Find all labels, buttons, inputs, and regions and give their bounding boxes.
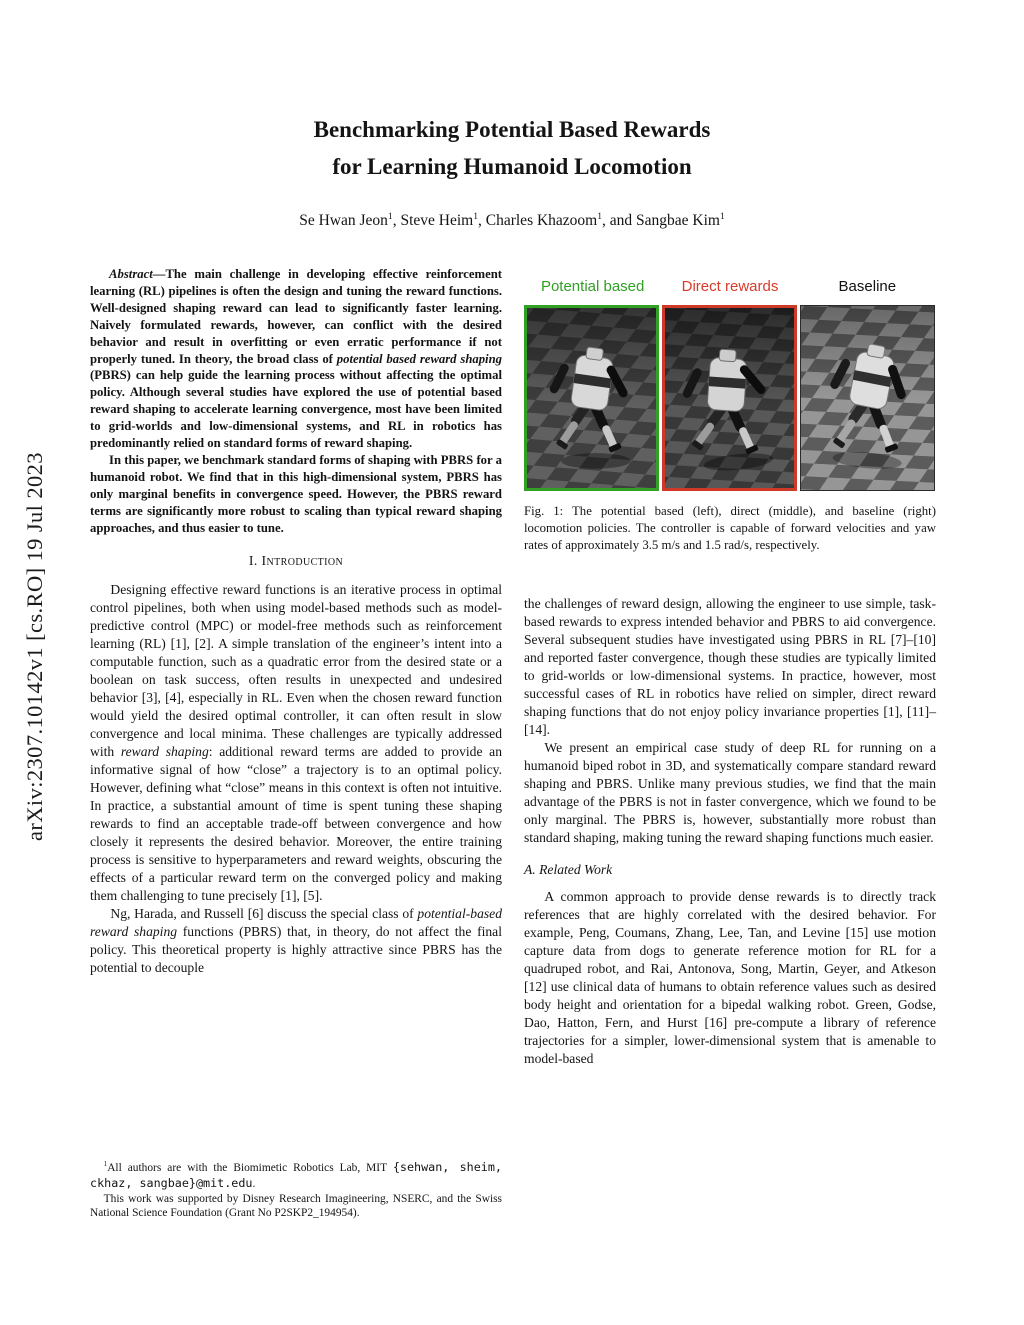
body-paragraph-continuation: the challenges of reward design, allowing the engineer to use simple, task-based rewards to express intended behavior and PBRS to aid convergence. Several subsequent studies have investigated using PBRS in RL [7]–[10] and reported faster convergence, though these studies are typically limited to grid-worlds or low-dimensional systems. In practice, however, most successful cases of RL in robotics have relied on simpler, direct reward shaping functions that do not enjoy policy invariance properties [1], [11]–[14]. <box>524 595 936 737</box>
related-work-paragraph: A common approach to provide dense rewards is to directly track references that are highly correlated with the desired behavior. For example, Peng, Coumans, Zhang, Lee, Tan, and Levine [15] use motion capture data from dogs to generate reference motion for RL for a quadruped robot, and Rai, Antonova, Song, Martin, Geyer, and Atkeson [12] use clinical data of humans to obtain reference values such as desired body height and orientation for a bipedal walking robot. Green, Godse, Dao, Hatton, Fern, and Hurst [16] pre-compute a library of reference trajectories for a simpler, lower-dimensional system that is amenable to model-based <box>524 888 936 1066</box>
footnote-affiliation: $^1$All authors are with the Biomimetic Robotics Lab, MIT {sehwan, sheim, ckhaz, sangbae}@mit.edu. <box>90 1160 502 1190</box>
figure-label-potential-based: Potential based <box>540 278 645 295</box>
figure-label-baseline: Baseline <box>838 278 897 295</box>
body-paragraph-contribution: We present an empirical case study of deep RL for running on a humanoid biped robot in 3D, and systematically compare standard reward shaping and PBRS. Unlike many previous studies, we find that the main advantage of the PBRS is not in faster convergence, which we found to be only marginal. The PBRS is, however, substantially more robust than standard shaping, making tuning the reward shaping functions much easier. <box>524 739 936 845</box>
figure-1 <box>524 278 936 555</box>
figure-panel-baseline <box>800 305 935 491</box>
abstract-paragraph-1: Abstract—The main challenge in developing effective reinforcement learning (RL) pipelines is often the design and tuning the reward functions. Well-designed shaping reward can lead to significantly faster learning. Naively formulated rewards, however, can conflict with the desired behavior and result in overfitting or even erratic performance if not properly tuned. In theory, the broad class of potential based reward shaping (PBRS) can help guide the learning process without affecting the optimal policy. Although several studies have explored the use of potential based reward shaping to accelerate learning convergence, most have been limited to grid-worlds and low-dimensional systems, and RL in robotics has predominantly relied on standard forms of reward shaping. <box>90 267 502 451</box>
title-line-2: for Learning Humanoid Locomotion <box>332 153 692 179</box>
author-list: Se Hwan Jeon$^1$, Steve Heim$^1$, Charles Khazoom$^1$, and Sangbae Kim$^1$ <box>299 210 725 229</box>
humanoid-robot-illustration <box>527 308 656 488</box>
subsection-heading-related-work: A. Related Work <box>524 861 613 877</box>
figure-1-caption: Fig. 1: The potential based (left), direct (middle), and baseline (right) locomotion policies. The controller is capable of forward velocities and yaw rates of approximately 3.5 m/s and 1.5 rad/s, respectively. <box>524 504 936 553</box>
footnote-funding: This work was supported by Disney Research Imagineering, NSERC, and the Swiss National Science Foundation (Grant No P2SKP2_194954). <box>90 1192 502 1220</box>
title-line-1: Benchmarking Potential Based Rewards <box>313 117 711 142</box>
figure-panel-direct-rewards <box>662 305 797 491</box>
humanoid-robot-illustration <box>665 308 794 488</box>
figure-label-row <box>524 278 936 296</box>
intro-paragraph-1: Designing effective reward functions is an iterative process in optimal control pipelines, both when using model-based methods such as model-predictive control (MPC) or model-free methods such as reinforcement learning (RL) [1], [2]. A simple translation of the engineer’s intent into a computable function, such as a quadratic error from the desired state or a boolean on task success, often results in unexpected and undesired behavior [3], [4], especially in RL. Even when the chosen reward function would yield the desired optimal controller, it can often result in slow convergence and local minima. These challenges are typically addressed with reward shaping: additional reward terms are added to provide an informative signal of how “close” a trajectory is to an optimal policy. However, defining what “close” means in this context is often not intuitive. In practice, a substantial amount of time is spent tuning these shaping rewards to find an acceptable trade-off between convergence and how closely it represents the desired behavior. Moreover, the entire training process is sensitive to hyperparameters and reward weights, obscuring the effects of a particular reward term on the converged policy and making them challenging to tune precisely [1], [5]. <box>90 581 502 903</box>
section-heading-introduction: I. Introduction <box>248 552 344 568</box>
footnote <box>90 1160 502 1221</box>
humanoid-robot-illustration <box>801 306 934 490</box>
figure-label-direct-rewards: Direct rewards <box>681 278 779 295</box>
intro-paragraph-2: Ng, Harada, and Russell [6] discuss the special class of potential-based reward shaping functions (PBRS) that, in theory, do not affect the final policy. This theoretical property is highly attractive since PBRS has the potential to decouple <box>90 905 502 975</box>
figure-panel-row <box>524 305 936 491</box>
abstract-paragraph-2: In this paper, we benchmark standard forms of shaping with PBRS for a humanoid robot. We find that in this high-dimensional system, PBRS has only marginal benefits in convergence speed. However, the PBRS reward terms are significantly more robust to scaling than typical reward shaping approaches, and thus easier to tune. <box>90 452 502 535</box>
arxiv-watermark: arXiv:2307.10142v1 [cs.RO] 19 Jul 2023 <box>22 452 47 842</box>
left-column <box>90 266 502 977</box>
paper-title <box>0 112 1024 186</box>
right-column <box>524 266 936 1068</box>
title-block <box>0 112 1024 230</box>
figure-panel-potential-based <box>524 305 659 491</box>
abstract <box>90 266 502 537</box>
